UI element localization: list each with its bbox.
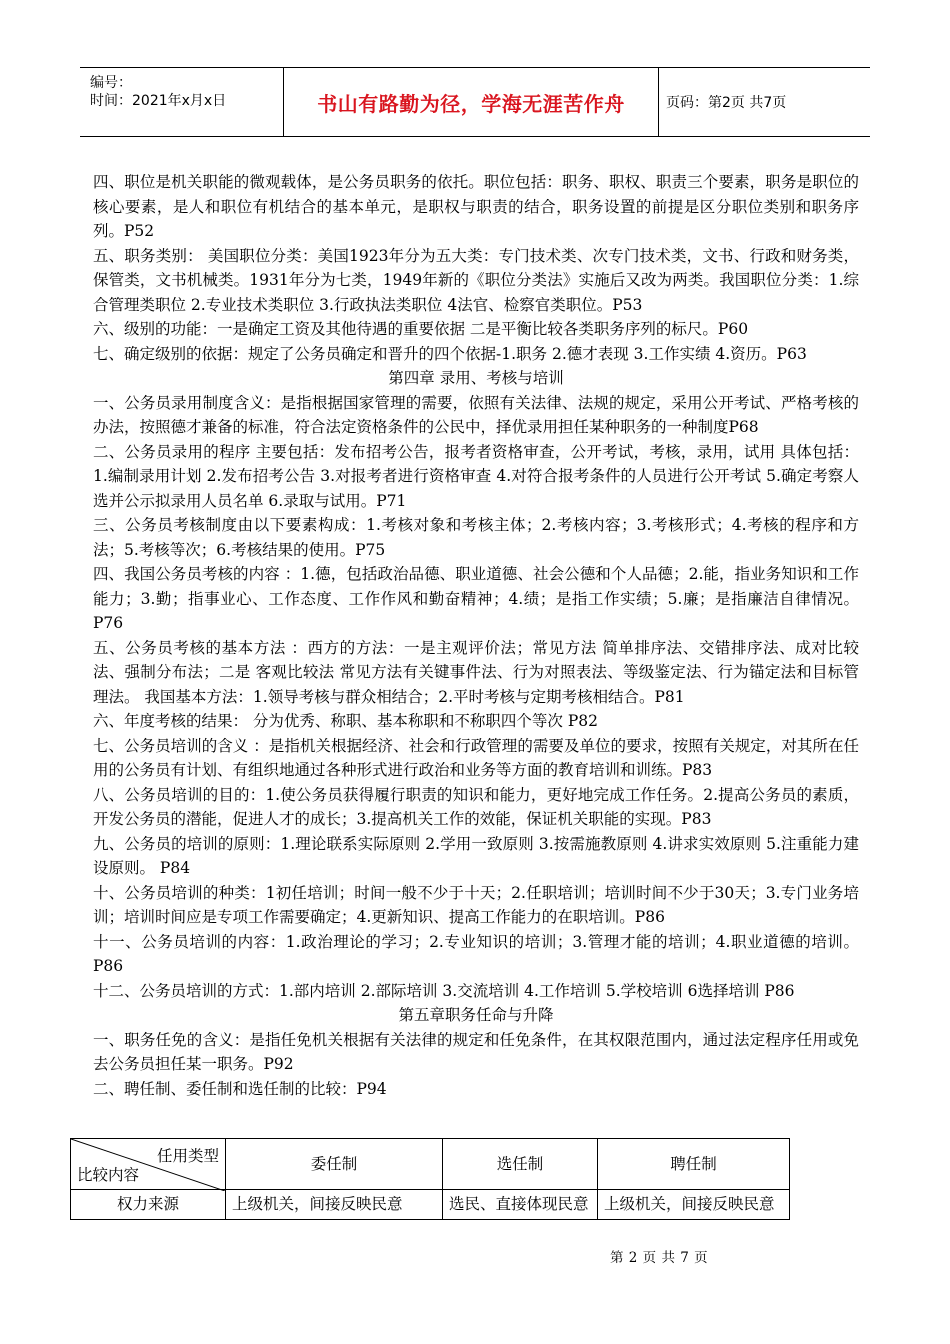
- document-body: [93, 170, 859, 1101]
- paragraph: 六、级别的功能：一是确定工资及其他待遇的重要依据 二是平衡比较各类职务序列的标尺。P60: [93, 320, 749, 338]
- paragraph: 七、公务员培训的含义 ：是指机关根据经济、社会和行政管理的需要及单位的要求，按照有关规定，对其所在任用的公务员有计划、有组织地通过各种形式进行政治和业务等方面的教育培训和训练。P83: [93, 736, 859, 779]
- paragraph: 十、公务员培训的种类：1初任培训；时间一般不少于十天；2.任职培训；培训时间不少于30天；3.专门业务培训；培训时间应是专项工作需要确定；4.更新知识、提高工作能力的在职培训。P86: [93, 883, 859, 926]
- page-info: 页码：第2页 共7页: [666, 95, 787, 111]
- time-label: 时间：2021年x月x日: [90, 93, 227, 109]
- number-label: 编号：: [90, 75, 132, 91]
- column-header-pinren: 聘任制: [598, 1139, 790, 1190]
- corner-top-label: 任用类型: [156, 1147, 219, 1165]
- table-row: [71, 1190, 790, 1220]
- table-cell: 上级机关，间接反映民意: [226, 1190, 443, 1220]
- row-label: 权力来源: [71, 1190, 226, 1220]
- comparison-table: [70, 1138, 790, 1220]
- table-cell: 选民、直接体现民意: [443, 1190, 598, 1220]
- paragraph: 一、公务员录用制度含义：是指根据国家管理的需要，依照有关法律、法规的规定，采用公开考试、严格考核的办法，按照德才兼备的标准，符合法定资格条件的公民中，择优录用担任某种职务的一种制度P68: [93, 393, 859, 436]
- paragraph: 十一、公务员培训的内容：1.政治理论的学习；2.专业知识的培训；3.管理才能的培训；4.职业道德的培训。P86: [93, 932, 859, 975]
- paragraph: 四、我国公务员考核的内容 ：1.德，包括政治品德、职业道德、社会公德和个人品德；2.能，指业务知识和工作能力；3.勤；指事业心、工作态度、工作作风和勤奋精神；4.绩；是指工作实绩；5.廉；是指廉洁自律情况。 P76: [93, 565, 859, 632]
- paragraph: 二、公务员录用的程序 主要包括：发布招考公告，报考者资格审查，公开考试，考核，录用，试用 具体包括：1.编制录用计划 2.发布招考公告 3.对报考者进行资格审查 4.对符合报考条件的人员进行公开考试 5.确定考察人选并公示拟录用人员名单 6.录取与试用。P71: [93, 442, 859, 510]
- table-corner-cell: [71, 1139, 226, 1190]
- column-header-weiren: 委任制: [226, 1139, 443, 1190]
- paragraph: 十二、公务员培训的方式：1.部内培训 2.部际培训 3.交流培训 4.工作培训 5.学校培训 6选择培训 P86: [93, 981, 795, 1000]
- chapter-heading: 第四章 录用、考核与培训: [388, 369, 564, 387]
- header-meta: [80, 68, 284, 136]
- table-cell: 上级机关，间接反映民意: [598, 1190, 790, 1220]
- paragraph: 三、公务员考核制度由以下要素构成：1.考核对象和考核主体；2.考核内容；3.考核形式；4.考核的程序和方法；5.考核等次；6.考核结果的使用。P75: [93, 516, 859, 559]
- paragraph: 六、年度考核的结果： 分为优秀、称职、基本称职和不称职四个等次 P82: [93, 712, 599, 730]
- motto: 书山有路勤为径，学海无涯苦作舟: [284, 68, 659, 136]
- paragraph: 五、公务员考核的基本方法 ：西方的方法：一是主观评价法；常见方法 简单排序法、交错排序法、成对比较法、强制分布法；二是 客观比较法 常见方法有关键事件法、行为对照表法、等级鉴定法、行为锚定法和目标管理法。 我国基本方法：1.领导考核与群众相结合；2.平时考核与定期考核相结合。P81: [93, 638, 859, 706]
- paragraph: 七、确定级别的依据：规定了公务员确定和晋升的四个依据-1.职务 2.德才表现 3.工作实绩 4.资历。P63: [93, 344, 807, 363]
- chapter-heading: 第五章职务任命与升降: [398, 1006, 554, 1024]
- paragraph: 九、公务员的培训的原则：1.理论联系实际原则 2.学用一致原则 3.按需施教原则 4.讲求实效原则 5.注重能力建设原则。 P84: [93, 834, 859, 877]
- column-header-xuanren: 选任制: [443, 1139, 598, 1190]
- page-header: [80, 67, 870, 137]
- paragraph: 一、职务任免的含义：是指任免机关根据有关法律的规定和任免条件，在其权限范围内，通过法定程序任用或免去公务员担任某一职务。P92: [93, 1030, 859, 1073]
- paragraph: 四、职位是机关职能的微观载体，是公务员职务的依托。职位包括：职务、职权、职责三个要素，职务是职位的核心要素，是人和职位有机结合的基本单元，是职权与职责的结合，职务设置的前提是区分职位类别和职务序列。P52: [93, 173, 859, 240]
- paragraph: 八、公务员培训的目的：1.使公务员获得履行职责的知识和能力，更好地完成工作任务。2.提高公务员的素质，开发公务员的潜能，促进人才的成长；3.提高机关工作的效能，保证机关职能的实现。P83: [93, 785, 859, 828]
- table-header-row: [71, 1139, 790, 1190]
- paragraph: 二、聘任制、委任制和选任制的比较：P94: [93, 1079, 387, 1098]
- paragraph: 五、职务类别： 美国职位分类：美国1923年分为五大类：专门技术类、次专门技术类，文书、行政和财务类，保管类，文书机械类。1931年分为七类，1949年新的《职位分类法》实施后又改为两类。我国职位分类：1.综合管理类职位 2.专业技术类职位 3.行政执法类职位 4法官、检察官类职位。P53: [93, 246, 859, 314]
- page-footer: 第 2 页 共 7 页: [610, 1250, 709, 1266]
- corner-bottom-label: 比较内容: [77, 1166, 140, 1184]
